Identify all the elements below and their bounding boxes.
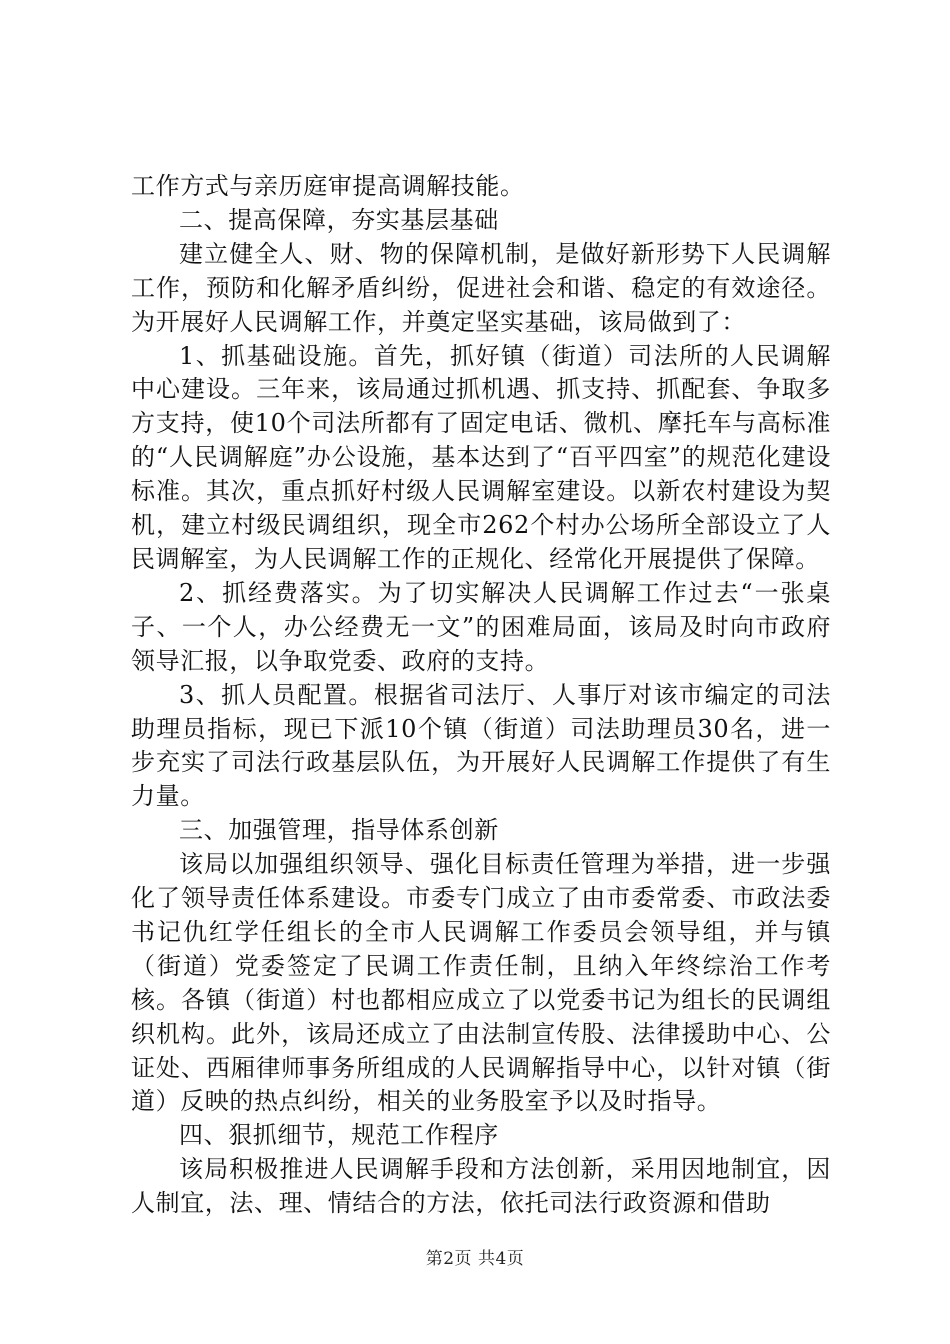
section-heading-2: 二、提高保障，夯实基层基础	[179, 205, 499, 234]
paragraph-infrastructure: 1、抓基础设施。首先，抓好镇（街道）司法所的人民调解中心建设。三年来，该局通过抓机遇、抓支持、抓配套、争取多方支持，使10个司法所都有了固定电话、微机、摩托车与高标准的“人民调解庭”办公设施，基本达到了“百平四室”的规范化建设标准。其次，重点抓好村级人民调解室建设。以新农村建设为契机，建立村级民调组织，现全市262个村办公场所全部设立了人民调解室，为人民调解工作的正规化、经常化开展提供了保障。	[131, 341, 831, 573]
paragraph-funding: 2、抓经费落实。为了切实解决人民调解工作过去“一张桌子、一个人，办公经费无一文”的困难局面，该局及时向市政府领导汇报，以争取党委、政府的支持。	[131, 578, 831, 675]
paragraph-continuation: 工作方式与亲历庭审提高调解技能。	[131, 172, 525, 200]
section-heading-3: 三、加强管理，指导体系创新	[179, 816, 499, 845]
paragraph-staffing: 3、抓人员配置。根据省司法厅、人事厅对该市编定的司法助理员指标，现已下派10个镇（街道）司法助理员30名，进一步充实了司法行政基层队伍，为开展好人民调解工作提供了有生力量。	[131, 680, 831, 811]
paragraph-management: 该局以加强组织领导、强化目标责任管理为举措，进一步强化了领导责任体系建设。市委专门成立了由市委常委、市政法委书记仇红学任组长的全市人民调解工作委员会领导组，并与镇（街道）党委签定了民调工作责任制，且纳入年终综治工作考核。各镇（街道）村也都相应成立了以党委书记为组长的民调组织机构。此外，该局还成立了由法制宣传股、法律援助中心、公证处、西厢律师事务所组成的人民调解指导中心，以针对镇（街道）反映的热点纠纷，相关的业务股室予以及时指导。	[131, 850, 831, 1116]
section-heading-4: 四、狠抓细节，规范工作程序	[179, 1121, 499, 1150]
document-body	[131, 170, 831, 1221]
page-number-footer: 第2页 共4页	[425, 1249, 525, 1269]
paragraph-methods: 该局积极推进人民调解手段和方法创新，采用因地制宜，因人制宜，法、理、情结合的方法，依托司法行政资源和借助	[131, 1155, 831, 1218]
paragraph-support-mechanism: 建立健全人、财、物的保障机制，是做好新形势下人民调解工作，预防和化解矛盾纠纷，促进社会和谐、稳定的有效途径。为开展好人民调解工作，并奠定坚实基础，该局做到了：	[131, 239, 831, 336]
